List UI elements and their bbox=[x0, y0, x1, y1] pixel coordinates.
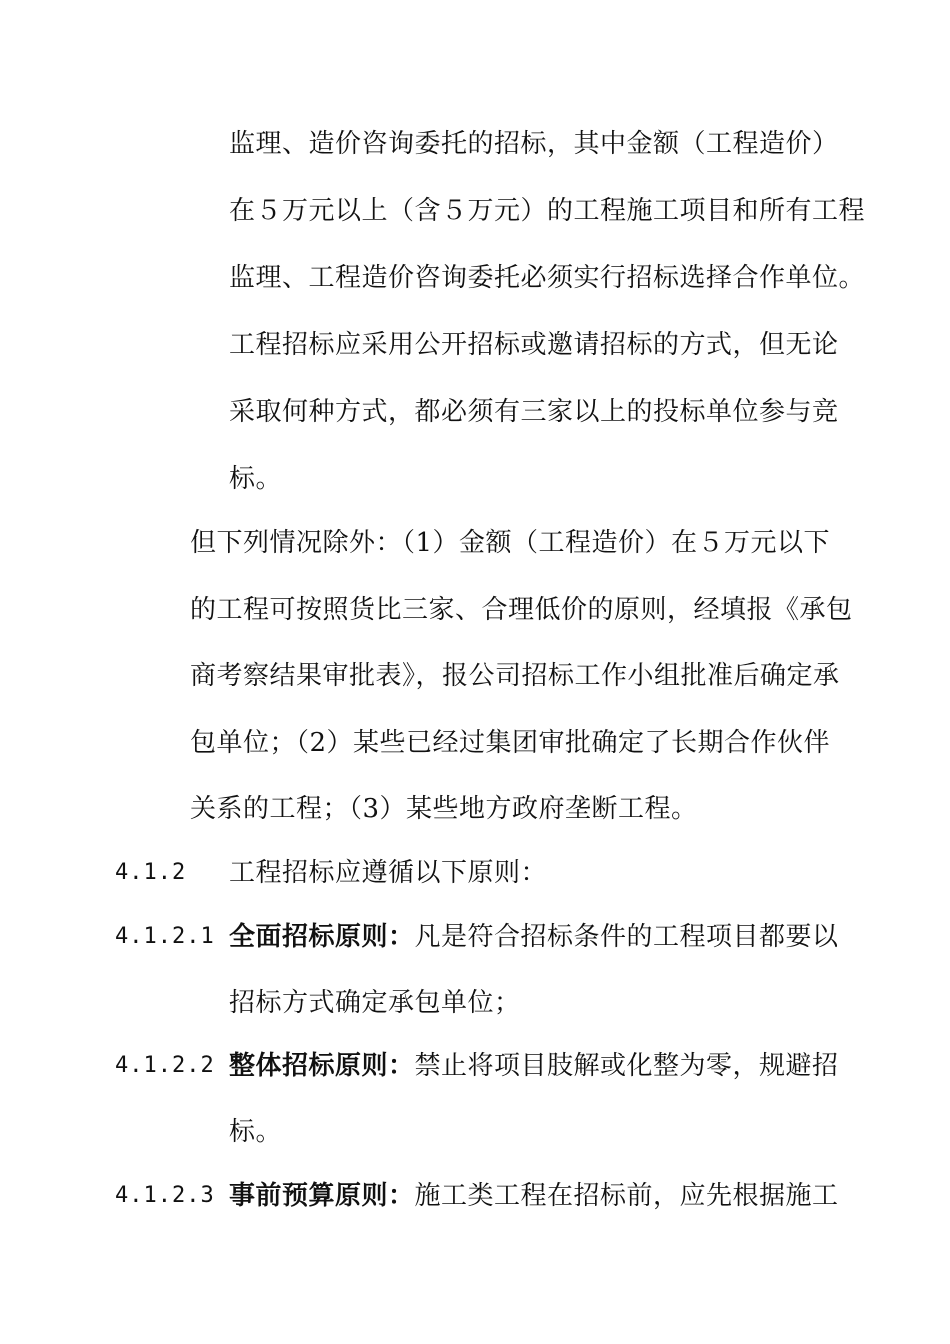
item-text: 禁止将项目肢解或化整为零，规避招 bbox=[414, 1051, 839, 1081]
item-text: 施工类工程在招标前，应先根据施工 bbox=[414, 1181, 839, 1211]
item-title: 事前预算原则： bbox=[229, 1181, 415, 1211]
item-text: 凡是符合招标条件的工程项目都要以 bbox=[414, 922, 839, 952]
paragraph-line: 的工程可按照货比三家、合理低价的原则，经填报《承包 bbox=[190, 595, 853, 625]
paragraph-line: 包单位；（2）某些已经过集团审批确定了长期合作伙伴 bbox=[190, 728, 831, 758]
item-continuation: 招标方式确定承包单位； bbox=[229, 988, 521, 1018]
paragraph-line: 但下列情况除外：（1）金额（工程造价）在５万元以下 bbox=[190, 528, 831, 558]
section-number: 4.1.2 bbox=[115, 860, 187, 885]
paragraph-line: 采取何种方式，都必须有三家以上的投标单位参与竞 bbox=[229, 397, 839, 427]
section-text: 工程招标应遵循以下原则： bbox=[229, 858, 548, 888]
item-title: 整体招标原则： bbox=[229, 1051, 415, 1081]
paragraph-line: 标。 bbox=[229, 464, 283, 494]
item-title: 全面招标原则： bbox=[229, 922, 415, 952]
paragraph-line: 工程招标应采用公开招标或邀请招标的方式，但无论 bbox=[229, 330, 839, 360]
paragraph-line: 关系的工程；（3）某些地方政府垄断工程。 bbox=[190, 794, 698, 824]
paragraph-line: 监理、造价咨询委托的招标，其中金额（工程造价） bbox=[229, 129, 839, 159]
paragraph-line: 商考察结果审批表》，报公司招标工作小组批准后确定承 bbox=[190, 661, 840, 691]
item-number: 4.1.2.2 bbox=[115, 1053, 215, 1078]
paragraph-line: 监理、工程造价咨询委托必须实行招标选择合作单位。 bbox=[229, 263, 866, 293]
item-line bbox=[229, 1050, 839, 1082]
item-continuation: 标。 bbox=[229, 1117, 283, 1147]
item-line bbox=[229, 921, 839, 953]
item-line bbox=[229, 1180, 839, 1212]
paragraph-line: 在５万元以上（含５万元）的工程施工项目和所有工程 bbox=[229, 196, 866, 226]
item-number: 4.1.2.1 bbox=[115, 924, 215, 949]
item-number: 4.1.2.3 bbox=[115, 1183, 215, 1208]
